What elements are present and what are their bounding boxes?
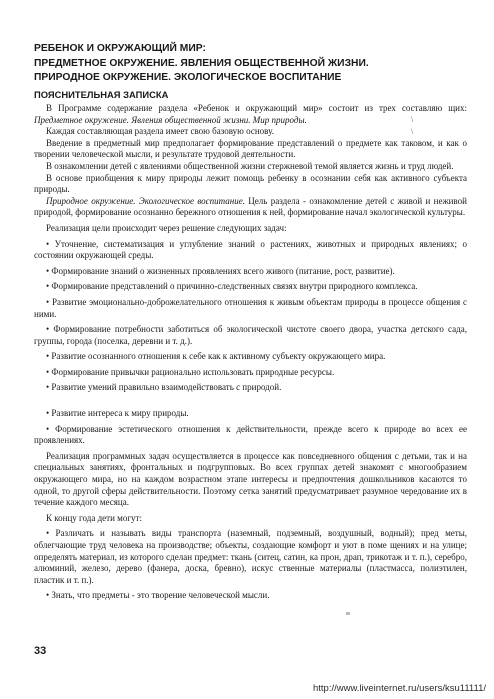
list-item: • Развитие интереса к миру природы. (46, 408, 189, 419)
margin-mark: \ (411, 115, 414, 124)
heading-line-3: ПРИРОДНОЕ ОКРУЖЕНИЕ. ЭКОЛОГИЧЕСКОЕ ВОСПИТАНИЕ (34, 72, 342, 83)
list-item: • Знать, что предметы - это творение человеческой мысли. (46, 590, 270, 601)
list-item: • Формирование эстетического отношения к действительности, прежде всего к природе во всех ее проявлениях. (34, 423, 467, 446)
list-item: • Развитие эмоционально-доброжелательного отношения к живым объектам природы в процессе общения с ними. (34, 296, 467, 319)
intro-italic: Предметное окружение. Явления общественной жизни. Мир природы. (34, 114, 307, 125)
ecology-italic: Природное окружение. Экологическое воспитание. (46, 195, 245, 206)
ecology-text: Цель раздела - ознакомление детей с живой и неживой природой, формирование осознанно бережного отношения к ней, формирование начал экологической культуры. (34, 195, 467, 218)
explanatory-note-title: ПОЯСНИТЕЛЬНАЯ ЗАПИСКА (34, 89, 169, 100)
paragraph-social-life: В ознакомлении детей с явлениями общественной жизни стержневой темой является жизнь и труд людей. (46, 160, 454, 171)
body-text (34, 103, 467, 602)
source-watermark: http://www.liveinternet.ru/users/ksu11111/ (312, 683, 486, 694)
list-item: • Формирование знаний о жизненных проявлениях всего живого (питание, рост, развитие). (46, 265, 395, 276)
list-item: • Формирование представлений о причинно-следственных связях внутри природного комплекса. (46, 281, 418, 292)
page-number: 33 (34, 645, 47, 657)
paragraph-basis: Каждая составляющая раздела имеет свою базовую основу. (46, 126, 274, 137)
paragraph-implementation: Реализация программных задач осуществляется в процессе как повседневного общения с детьми, так и на специальных занятиях, фронтальных и подгрупповых. Во всех группах детей знакомят с многообразием окружающего мира, но на каждом возрастном этапе интересы и предпочтения дошкольников касаются то одной, то другой сферы действительности. Поэтому сетка занятий предусматривает разумное чередование их в течение каждого месяца. (34, 450, 467, 508)
paragraph-nature: В основе приобщения к миру природы лежит помощь ребенку в осознании себя как активного субъекта природы. (34, 172, 467, 195)
margin-mark: \ (411, 127, 414, 136)
list-item: • Формирование потребности заботиться об экологической чистоте своего двора, участка детского сада, группы, города (поселка, деревни и т. д.). (34, 324, 467, 346)
intro-text: В Программе содержание раздела «Ребенок и окружающий мир» состоит из трех составляю щих: (46, 103, 467, 113)
list-item: • Различать и называть виды транспорта (наземный, подземный, воздушный, водный); пред меты, облегчающие труд человека на производстве; объекты, создающие комфорт и уют в поме щениях и на улице; определять материал, из которого сделан предмет: ткань (ситец, сатин, ка прон, драп, трикотаж и т. п.), серебро, алюминий, железо, дерево (фанера, доска, бревно), искус ственные материалы (пластмасса, полиэтилен, пластик и т. п.). (34, 528, 467, 585)
list-item: • Формирование привычки рационально использовать природные ресурсы. (46, 366, 335, 377)
heading-line-1: РЕБЕНОК И ОКРУЖАЮЩИЙ МИР: (34, 43, 206, 54)
margin-mark: м (346, 611, 350, 617)
paragraph-ecology (34, 196, 467, 219)
heading-line-2: ПРЕДМЕТНОЕ ОКРУЖЕНИЕ. ЯВЛЕНИЯ ОБЩЕСТВЕННОЙ ЖИЗНИ. (34, 57, 369, 69)
paragraph-object-world: Введение в предметный мир предполагает формирование представлений о предмете как таковом, и как о творении человеческой мысли, и результате трудовой деятельности. (34, 137, 467, 160)
section-heading (34, 42, 474, 86)
list-item: • Развитие умений правильно взаимодействовать с природой. (46, 382, 282, 393)
list-item: • Уточнение, систематизация и углубление знаний о растениях, животных и природных явлениях; о состоянии окружающей среды. (34, 238, 467, 261)
paragraph-tasks-intro: Реализация цели происходит через решение следующих задач: (46, 222, 287, 233)
paragraph-year-end: К концу года дети могут: (46, 512, 142, 523)
paragraph-intro (34, 103, 467, 126)
list-item: • Развитие осознанного отношения к себе как к активному субъекту окружающего мира. (46, 351, 386, 362)
